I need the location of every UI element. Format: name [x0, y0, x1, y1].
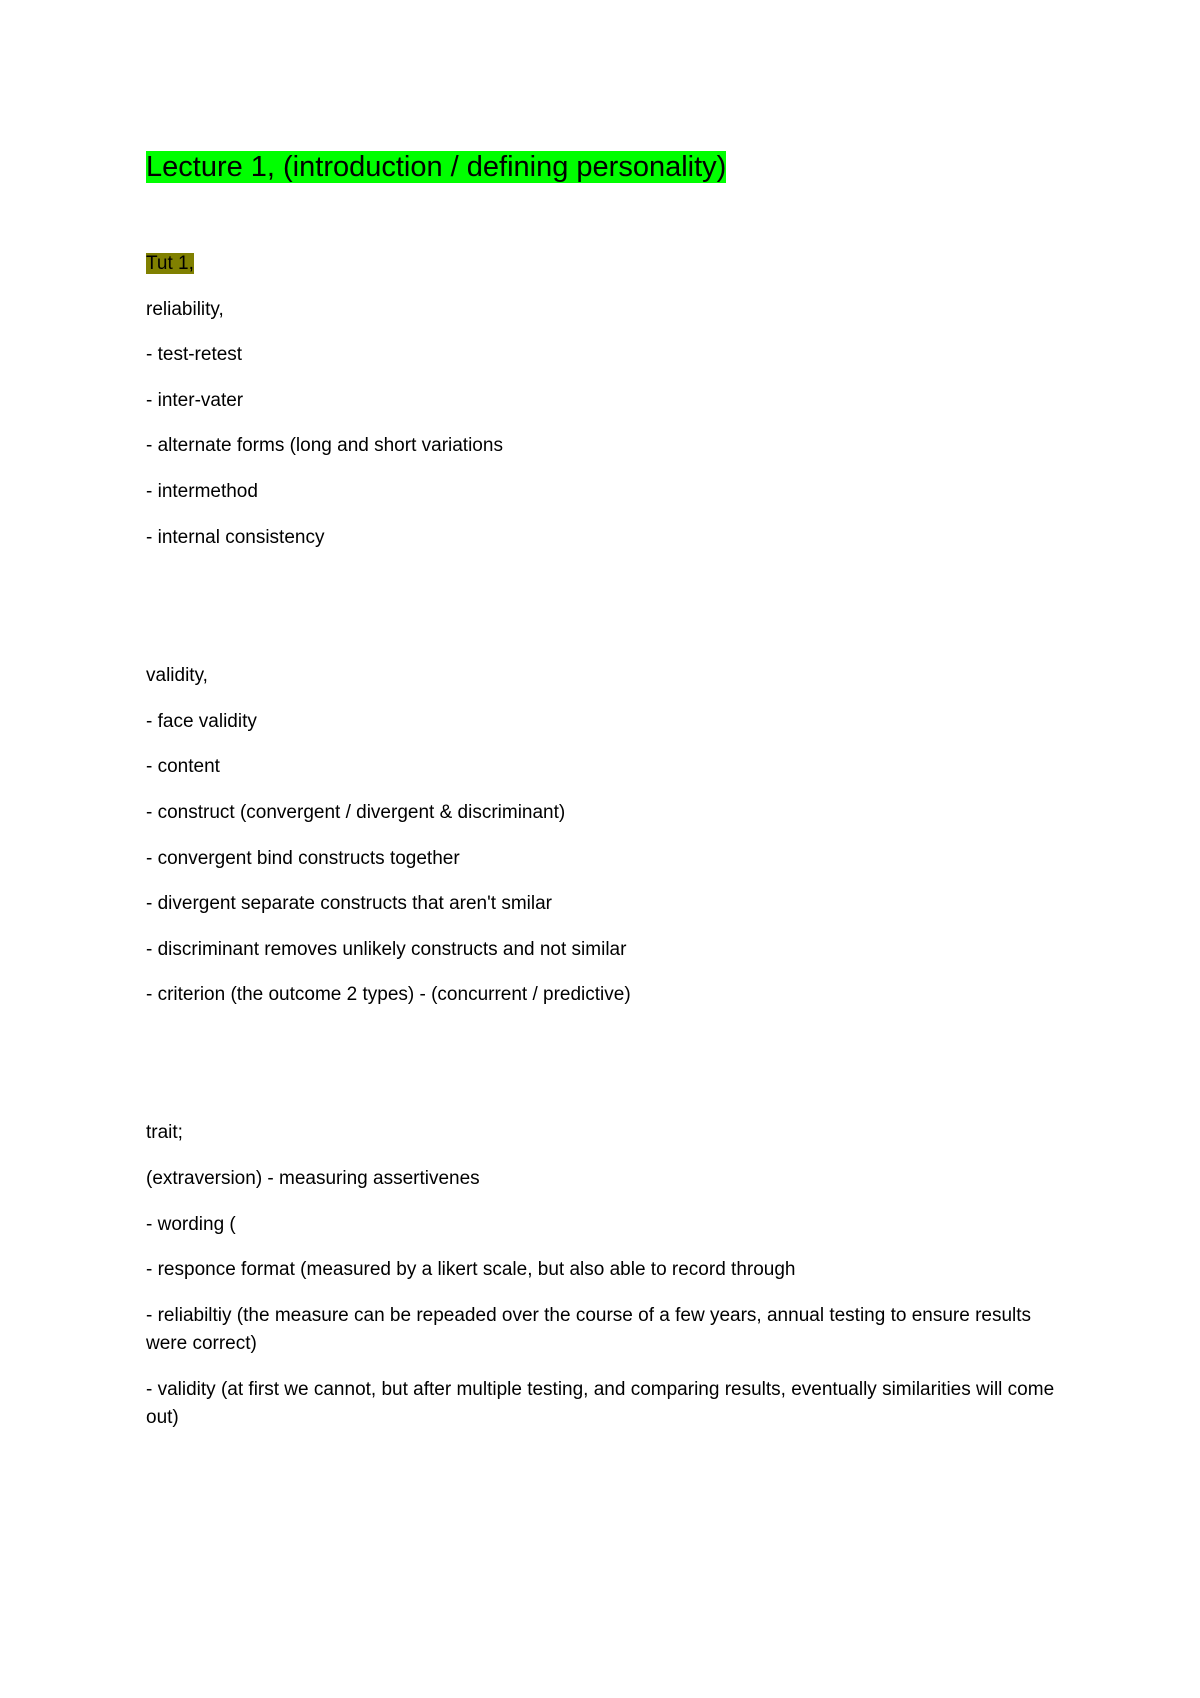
trait-heading: trait; [146, 1122, 183, 1143]
validity-heading: validity, [146, 665, 208, 686]
reliability-item: - alternate forms (long and short variations [146, 435, 503, 456]
validity-item: - face validity [146, 711, 257, 732]
reliability-item: - test-retest [146, 344, 243, 365]
validity-item: - criterion (the outcome 2 types) - (concurrent / predictive) [146, 984, 631, 1005]
tutorial-highlight: Tut 1, [146, 253, 194, 274]
validity-item: - content [146, 756, 220, 777]
trait-item: (extraversion) - measuring assertivenes [146, 1168, 480, 1189]
validity-item: - convergent bind constructs together [146, 848, 460, 869]
validity-item: - discriminant removes unlikely constructs and not similar [146, 939, 627, 960]
reliability-item: - intermethod [146, 481, 258, 502]
title-highlight: Lecture 1, (introduction / defining personality) [146, 151, 727, 183]
tutorial-label [146, 250, 194, 278]
validity-item: - construct (convergent / divergent & discriminant) [146, 802, 566, 823]
trait-item: - responce format (measured by a likert scale, but also able to record through [146, 1259, 796, 1280]
trait-item: - validity (at first we cannot, but after multiple testing, and comparing results, eventually similarities will come out) [146, 1379, 1055, 1428]
reliability-heading: reliability, [146, 299, 224, 320]
validity-item: - divergent separate constructs that aren't smilar [146, 893, 552, 914]
trait-item: - wording ( [146, 1214, 236, 1235]
reliability-item: - inter-vater [146, 390, 244, 411]
page-title [146, 148, 726, 186]
trait-item: - reliabiltiy (the measure can be repeaded over the course of a few years, annual testing to ensure results were correct) [146, 1305, 1032, 1354]
reliability-item: - internal consistency [146, 527, 325, 548]
